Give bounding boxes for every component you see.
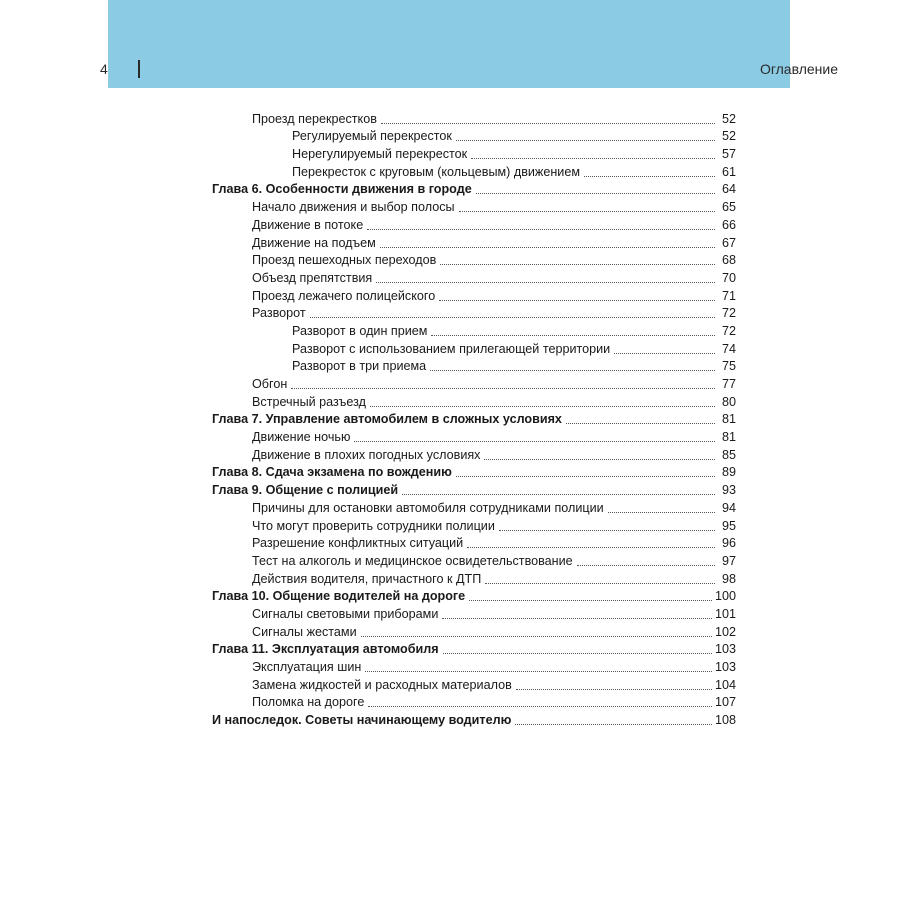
toc-entry-title: Регулируемый перекресток	[292, 129, 452, 144]
toc-entry-title: Глава 7. Управление автомобилем в сложных условиях	[212, 412, 562, 427]
toc-entry-title: Глава 10. Общение водителей на дороге	[212, 589, 466, 604]
toc-entry-row	[212, 127, 736, 145]
toc-chapter-row	[212, 640, 736, 658]
toc-entry-page: 80	[721, 394, 736, 409]
toc-entry-title: Перекресток с круговым (кольцевым) движением	[292, 164, 581, 179]
toc-entry-row	[212, 144, 736, 162]
toc-entry-page: 75	[721, 359, 736, 374]
toc-dot-leader	[484, 458, 715, 460]
toc-dot-leader	[499, 529, 715, 531]
toc-entry-page: 72	[721, 323, 736, 338]
toc-dot-leader	[515, 723, 712, 725]
toc-dot-leader	[469, 599, 712, 601]
toc-entry-page: 94	[721, 500, 736, 515]
toc-entry-row	[212, 304, 736, 322]
toc-dot-leader	[476, 192, 715, 194]
toc-entry-page: 57	[721, 147, 736, 162]
toc-dot-leader	[577, 564, 715, 566]
toc-entry-row	[212, 445, 736, 463]
toc-entry-page: 72	[721, 306, 736, 321]
toc-entry-title: Что могут проверить сотрудники полиции	[252, 518, 495, 533]
table-of-contents	[212, 109, 736, 728]
toc-dot-leader	[381, 122, 715, 124]
toc-dot-leader	[354, 440, 715, 442]
toc-entry-page: 102	[714, 624, 736, 639]
toc-chapter-row	[212, 463, 736, 481]
toc-entry-row	[212, 215, 736, 233]
toc-entry-page: 95	[721, 518, 736, 533]
toc-dot-leader	[430, 369, 715, 371]
toc-dot-leader	[439, 299, 715, 301]
toc-entry-row	[212, 339, 736, 357]
toc-entry-row	[212, 109, 736, 127]
toc-entry-title: Проезд лежачего полицейского	[252, 288, 436, 303]
toc-entry-row	[212, 268, 736, 286]
toc-entry-row	[212, 657, 736, 675]
toc-entry-title: Эксплуатация шин	[252, 660, 362, 674]
toc-entry-title: Сигналы световыми приборами	[252, 606, 439, 621]
toc-entry-title: Глава 9. Общение с полицией	[212, 483, 399, 498]
toc-entry-title: Движение ночью	[252, 430, 351, 445]
toc-entry-page: 93	[721, 483, 736, 498]
toc-chapter-row	[212, 480, 736, 498]
toc-entry-page: 52	[721, 111, 736, 126]
toc-entry-row	[212, 286, 736, 304]
toc-dot-leader	[442, 617, 712, 619]
section-title: Оглавление	[759, 61, 838, 77]
toc-entry-row	[212, 197, 736, 215]
toc-entry-row	[212, 569, 736, 587]
toc-chapter-row	[212, 410, 736, 428]
toc-entry-title: Разворот	[252, 306, 306, 321]
toc-entry-row	[212, 693, 736, 711]
header-divider	[138, 60, 140, 78]
toc-entry-title: Объезд препятствия	[252, 270, 373, 285]
toc-entry-title: Проезд пешеходных переходов	[252, 253, 437, 268]
toc-entry-page: 81	[721, 412, 736, 427]
toc-entry-title: Проезд перекрестков	[252, 111, 377, 126]
toc-entry-page: 103	[714, 660, 736, 674]
toc-entry-page: 64	[721, 182, 736, 197]
toc-entry-title: И напоследок. Советы начинающему водителю	[212, 713, 512, 728]
toc-dot-leader	[456, 475, 715, 477]
toc-entry-row	[212, 233, 736, 251]
toc-entry-row	[212, 551, 736, 569]
toc-entry-title: Глава 11. Эксплуатация автомобиля	[212, 642, 439, 657]
toc-dot-leader	[456, 139, 715, 141]
toc-entry-page: 71	[721, 288, 736, 303]
toc-dot-leader	[376, 281, 715, 283]
toc-entry-title: Движение в потоке	[252, 217, 364, 232]
toc-dot-leader	[485, 582, 715, 584]
toc-entry-page: 67	[721, 235, 736, 250]
toc-entry-row	[212, 516, 736, 534]
toc-entry-title: Разворот с использованием прилегающей территории	[292, 341, 611, 356]
toc-entry-title: Глава 6. Особенности движения в городе	[212, 182, 472, 197]
toc-dot-leader	[365, 670, 712, 672]
toc-entry-page: 104	[714, 677, 736, 692]
toc-entry-title: Разрешение конфликтных ситуаций	[252, 536, 464, 551]
toc-entry-title: Тест на алкоголь и медицинское освидетельствование	[252, 553, 573, 568]
toc-entry-title: Причины для остановки автомобиля сотрудниками полиции	[252, 500, 604, 515]
toc-entry-page: 100	[714, 589, 736, 604]
toc-entry-page: 52	[721, 129, 736, 144]
toc-entry-row	[212, 675, 736, 693]
toc-dot-leader	[431, 334, 715, 336]
toc-dot-leader	[614, 352, 715, 354]
toc-entry-page: 85	[721, 447, 736, 462]
toc-entry-page: 96	[721, 536, 736, 551]
toc-entry-title: Замена жидкостей и расходных материалов	[252, 677, 512, 692]
toc-entry-row	[212, 251, 736, 269]
toc-dot-leader	[443, 652, 712, 654]
toc-dot-leader	[291, 387, 715, 389]
toc-dot-leader	[367, 228, 715, 230]
toc-entry-title: Разворот в три приема	[292, 359, 427, 374]
toc-entry-title: Обгон	[252, 377, 288, 391]
toc-entry-row	[212, 321, 736, 339]
toc-entry-page: 98	[721, 571, 736, 586]
toc-entry-title: Действия водителя, причастного к ДТП	[252, 571, 482, 586]
toc-dot-leader	[584, 175, 715, 177]
toc-entry-row	[212, 162, 736, 180]
toc-dot-leader	[467, 546, 715, 548]
toc-dot-leader	[459, 210, 715, 212]
toc-dot-leader	[608, 511, 715, 513]
toc-dot-leader	[310, 316, 715, 318]
toc-entry-title: Нерегулируемый перекресток	[292, 147, 468, 162]
header-band	[108, 0, 790, 88]
toc-entry-row	[212, 498, 736, 516]
toc-dot-leader	[370, 405, 715, 407]
toc-dot-leader	[380, 246, 715, 248]
toc-entry-title: Движение в плохих погодных условиях	[252, 447, 481, 462]
toc-entry-page: 77	[721, 377, 736, 391]
toc-dot-leader	[471, 157, 715, 159]
toc-entry-page: 74	[721, 341, 736, 356]
toc-entry-row	[212, 357, 736, 375]
toc-entry-row	[212, 604, 736, 622]
toc-dot-leader	[566, 422, 715, 424]
toc-entry-page: 107	[714, 695, 736, 710]
toc-entry-title: Сигналы жестами	[252, 624, 357, 639]
toc-entry-page: 101	[714, 606, 736, 621]
toc-entry-row	[212, 622, 736, 640]
toc-entry-page: 108	[714, 713, 736, 728]
toc-entry-title: Движение на подъем	[252, 235, 376, 250]
toc-entry-page: 66	[721, 217, 736, 232]
toc-dot-leader	[368, 705, 712, 707]
toc-entry-page: 61	[721, 164, 736, 179]
toc-entry-page: 81	[721, 430, 736, 445]
page-number: 4	[100, 61, 108, 77]
toc-entry-page: 103	[714, 642, 736, 657]
toc-entry-page: 70	[721, 270, 736, 285]
toc-dot-leader	[440, 263, 715, 265]
toc-entry-title: Начало движения и выбор полосы	[252, 200, 455, 215]
toc-entry-title: Встречный разъезд	[252, 394, 366, 409]
toc-entry-row	[212, 374, 736, 392]
toc-entry-page: 65	[721, 200, 736, 215]
toc-chapter-row	[212, 587, 736, 605]
toc-entry-page: 97	[721, 553, 736, 568]
toc-entry-page: 89	[721, 465, 736, 480]
toc-dot-leader	[402, 493, 715, 495]
toc-dot-leader	[361, 635, 712, 637]
toc-entry-row	[212, 392, 736, 410]
toc-chapter-row	[212, 710, 736, 728]
toc-entry-row	[212, 427, 736, 445]
toc-entry-title: Глава 8. Сдача экзамена по вождению	[212, 465, 452, 480]
toc-entry-row	[212, 534, 736, 552]
toc-chapter-row	[212, 180, 736, 198]
toc-entry-title: Поломка на дороге	[252, 695, 365, 710]
toc-entry-page: 68	[721, 253, 736, 268]
toc-entry-title: Разворот в один прием	[292, 323, 428, 338]
toc-dot-leader	[516, 688, 712, 690]
